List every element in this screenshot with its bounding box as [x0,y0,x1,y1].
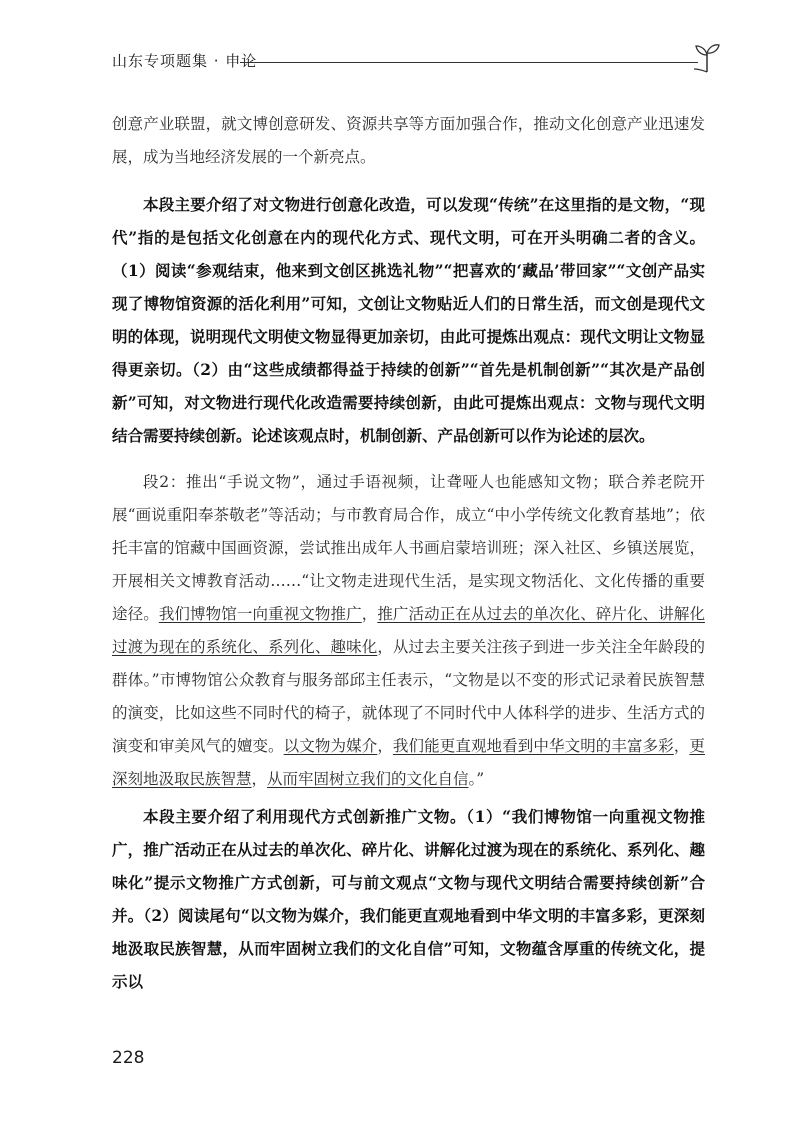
source-text: ， [361,605,378,623]
source-text: ， [673,737,690,755]
source-text: ， [377,737,393,755]
source-text: 。” [468,770,485,788]
sprout-icon [692,42,722,74]
source-text: ，从过去主要关注孩子到进一步关注全年龄段的群体。”市博物馆公众教育与服务部邱主任表示，“文物是以不变的形式记录着民族智慧的演变，比如这些不同时代的椅子，就体现了不同时代中人体科学的进步、生活方式的演变和审美风气的嬗变。 [112,638,705,755]
page-body [112,108,705,998]
underlined-phrase: 我们博物馆一向重视文物推广 [158,605,362,623]
running-header [112,48,722,78]
underlined-phrase: 从而牢固树立我们的文化自信 [267,770,469,788]
header-title: 山东专项题集 · 申论 [112,52,258,70]
header-rule [240,62,698,63]
underlined-phrase: 我们能更直观地看到中华文明的丰富多彩 [392,737,674,755]
underlined-phrase: 更深刻地汲取民族智慧 [112,737,705,788]
page-number: 228 [112,1048,145,1068]
analysis-paragraph-2: 本段主要介绍了利用现代方式创新推广文物。（1）“我们博物馆一向重视文物推广，推广活动正在从过去的单次化、碎片化、讲解化过渡为现在的系统化、系列化、趣味化”提示文物推广方式创新，可与前文观点“文物与现代文明结合需要持续创新”合并。（2）阅读尾句“以文物为媒介，我们能更直观地看到中华文明的丰富多彩，更深刻地汲取民族智慧，从而牢固树立我们的文化自信”可知，文物蕴含厚重的传统文化，提示以 [112,807,705,991]
underlined-phrase: 推广活动正在从过去的单次化、碎片化、讲解化过渡为现在的系统化、系列化、趣味化 [112,605,705,656]
source-text: ， [251,770,268,788]
source-text: 段2：推出“手说文物”，通过手语视频，让聋哑人也能感知文物；联合养老院开展“画说重阳奉茶敬老”等活动；与市教育局合作，成立“中小学传统文化教育基地”；依托丰富的馆藏中国画资源，尝试推出成年人书画启蒙培训班；深入社区、乡镇送展览，开展相关文博教育活动……“让文物走进现代生活，是实现文物活化、文化传播的重要途径。 [112,473,705,623]
source-paragraph-2 [112,466,705,796]
analysis-paragraph-1: 本段主要介绍了对文物进行创意化改造，可以发现“传统”在这里指的是文物，“现代”指的是包括文化创意在内的现代化方式、现代文明，可在开头明确二者的含义。（1）阅读“参观结束，他来到文创区挑选礼物”“把喜欢的‘藏品’带回家”“文创产品实现了博物馆资源的活化利用”可知，文创让文物贴近人们的日常生活，而文创是现代文明的体现，说明现代文明使文物显得更加亲切，由此可提炼出观点：现代文明让文物显得更亲切。（2）由“这些成绩都得益于持续的创新”“首先是机制创新”“其次是产品创新”可知，对文物进行现代化改造需要持续创新，由此可提炼出观点：文物与现代文明结合需要持续创新。论述该观点时，机制创新、产品创新可以作为论述的层次。 [112,195,705,445]
paragraph-continuation: 创意产业联盟，就文博创意研发、资源共享等方面加强合作，推动文化创意产业迅速发展，成为当地经济发展的一个新亮点。 [112,115,705,166]
underlined-phrase: 以文物为媒介 [283,737,378,755]
